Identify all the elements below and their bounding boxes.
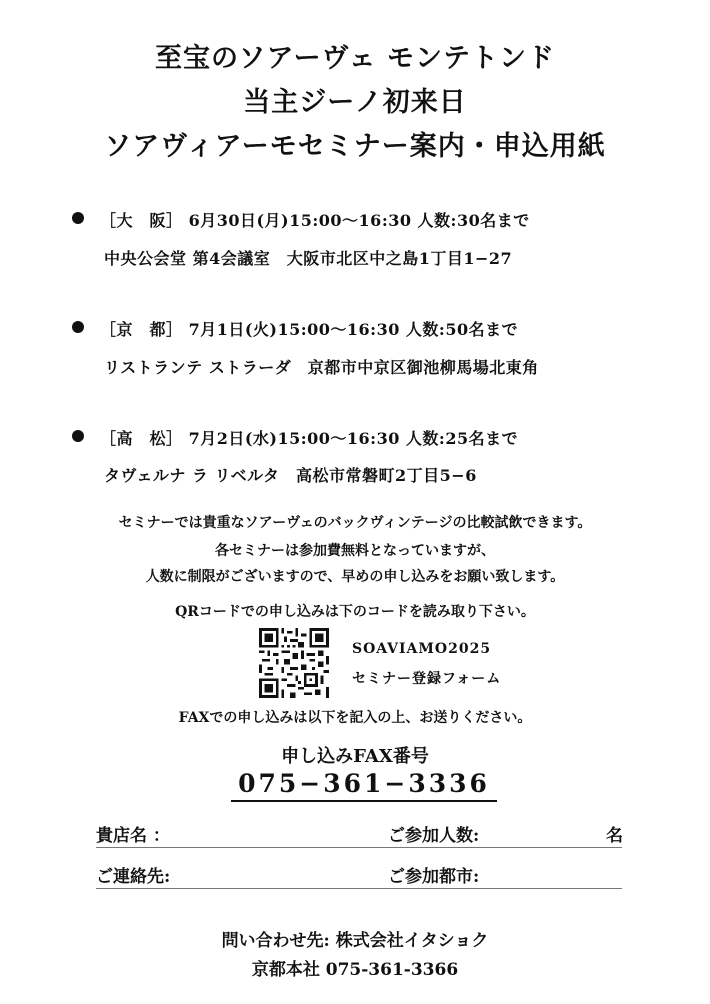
seminar-kyoto-venue: リストランテ ストラーダ 京都市中京区御池柳馬場北東角	[104, 358, 539, 377]
seminar-osaka-schedule: ［大 阪］ 6月30日(月)15:00～16:30 人数:30名まで	[100, 211, 530, 230]
store-name-label: 貴店名 ：	[96, 826, 170, 846]
inquiry-contact: 問い合わせ先: 株式会社イタショク	[221, 931, 489, 951]
qr-code-icon[interactable]	[259, 628, 329, 698]
fax-label: 申し込みFAX番号	[281, 746, 429, 767]
bullet-icon	[72, 430, 84, 442]
qr-instruction: QRコードでの申し込みは下のコードを読み取り下さい。	[175, 604, 535, 620]
form-row-contact	[96, 860, 622, 889]
office-phone: 京都本社 075-361-3366	[251, 960, 459, 980]
attendees-label: ご参加人数:	[388, 826, 480, 846]
fax-number: 075−361−3336	[231, 768, 497, 802]
description-line-2: 各セミナーは参加費無料となっていますが、	[215, 543, 495, 559]
seminar-takamatsu-venue: タヴェルナ ラ リベルタ 高松市常磐町2丁目5−6	[104, 466, 477, 485]
description-line-3: 人数に制限がございますので、早めの申し込みをお願い致します。	[145, 569, 565, 585]
seminar-osaka-venue: 中央公会堂 第4会議室 大阪市北区中之島1丁目1−27	[104, 249, 513, 268]
seminar-kyoto-schedule: ［京 都］ 7月1日(火)15:00～16:30 人数:50名まで	[100, 320, 519, 339]
title-line-1: 至宝のソアーヴェ モンテトンド	[155, 43, 555, 74]
city-label: ご参加都市:	[388, 867, 480, 887]
qr-code-label: SOAVIAMO2025	[352, 641, 492, 657]
seminar-takamatsu-schedule: ［高 松］ 7月2日(水)15:00～16:30 人数:25名まで	[100, 429, 519, 448]
form-row-store	[96, 819, 622, 848]
bullet-icon	[72, 321, 84, 333]
contact-label: ご連絡先:	[96, 867, 171, 887]
bullet-icon	[72, 212, 84, 224]
attendees-unit: 名	[606, 826, 623, 846]
title-line-3: ソアヴィアーモセミナー案内・申込用紙	[104, 131, 606, 162]
qr-form-label: セミナー登録フォーム	[352, 671, 502, 687]
fax-instruction: FAXでの申し込みは以下を記入の上、お送りください。	[178, 710, 532, 726]
title-line-2: 当主ジーノ初来日	[243, 87, 467, 118]
description-line-1: セミナーでは貴重なソアーヴェのバックヴィンテージの比較試飲できます。	[118, 515, 592, 531]
